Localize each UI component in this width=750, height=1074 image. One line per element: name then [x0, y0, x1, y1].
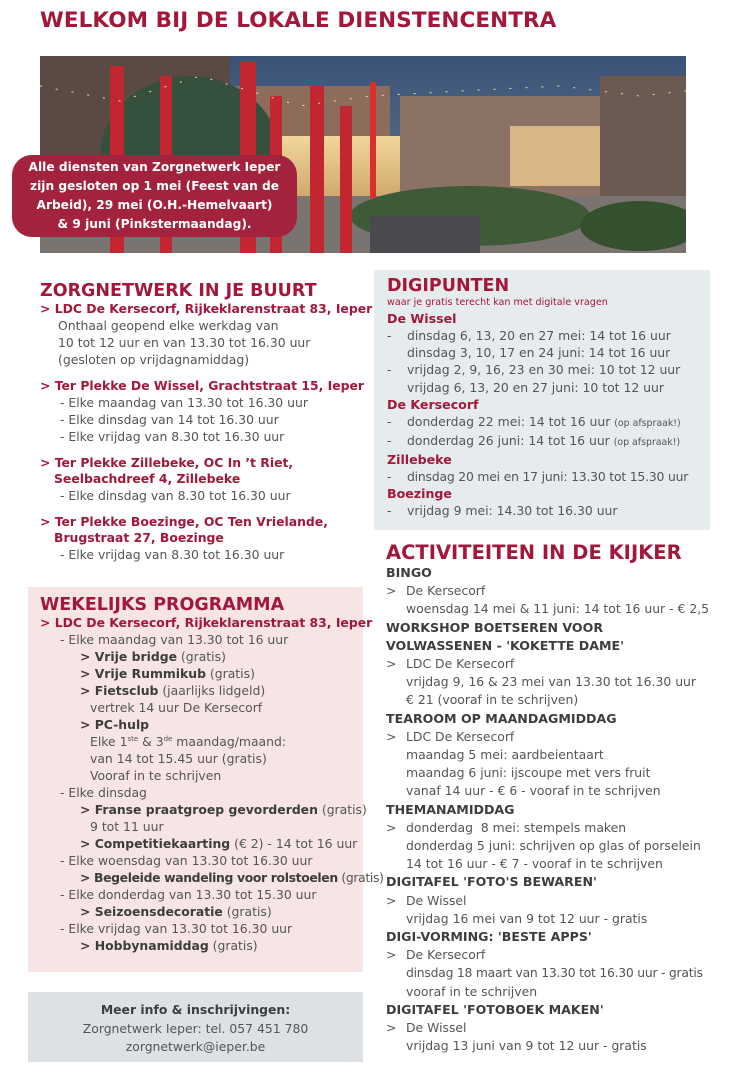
row-text: dinsdag 6, 13, 20 en 27 mei: 14 tot 16 uur: [407, 328, 671, 343]
activity-name: > Seizoensdecoratie: [80, 904, 223, 919]
digipunt-location: Boezinge: [387, 486, 452, 502]
row-text: dinsdag 3, 10, 17 en 24 juni: 14 tot 16 uur: [407, 345, 671, 361]
section-title: DIGIPUNTEN: [387, 276, 510, 296]
activity-row: [386, 582, 726, 600]
row-text: LDC De Kersecorf: [406, 728, 515, 744]
activity-name: > Begeleide wandeling voor rolstoelen: [80, 870, 338, 885]
row-text: 14 tot 16 uur - € 7 - vooraf in te schrijven: [406, 856, 663, 872]
activity-heading: BINGO: [386, 565, 432, 580]
row-text: dinsdag 18 maart van 13.30 tot 16.30 uur - gratis: [406, 965, 703, 981]
day-line: - Elke maandag van 13.30 tot 16 uur: [60, 632, 289, 647]
activity-row: [386, 837, 726, 855]
activity-row: [386, 983, 726, 1001]
row-text: vrijdag 9 mei: 14.30 tot 16.30 uur: [407, 503, 618, 519]
activity-note: (gratis): [317, 802, 367, 817]
activity-line: [40, 937, 384, 954]
location-name: Seelbachdreef 4, Zillebeke: [54, 471, 241, 486]
digipunt-location: Zillebeke: [387, 452, 452, 468]
location-name: > Ter Plekke Boezinge, OC Ten Vrielande,: [40, 514, 328, 529]
activity-row: [386, 764, 726, 782]
activity-name: > Vrije bridge: [80, 649, 177, 664]
detail-text: maandag/maand:: [172, 734, 287, 749]
location-name: Brugstraat 27, Boezinge: [54, 530, 224, 545]
closure-notice: [12, 155, 297, 237]
activity-name: > Franse praatgroep gevorderden: [80, 802, 318, 817]
digipunt-row: [387, 379, 707, 396]
activity-row: [386, 673, 726, 691]
activity-name: > Competitiekaarting: [80, 836, 231, 851]
digipunt-row: [387, 344, 707, 361]
row-text: maandag 5 mei: aardbeientaart: [406, 747, 604, 763]
row-text: vrijdag 6, 13, 20 en 27 juni: 10 tot 12 uur: [407, 379, 664, 395]
ordinal-suffix: de: [163, 734, 173, 743]
chevron-bullet: >: [386, 947, 397, 963]
detail-text: & 3: [138, 734, 164, 749]
row-text: donderdag 5 juni: schrijven op glas of porselein: [406, 838, 701, 854]
location-hours: - Elke dinsdag van 14 tot 16.30 uur: [60, 412, 279, 427]
row-text: maandag 6 juni: ijscoupe met vers fruit: [406, 765, 651, 781]
row-text: dinsdag 20 mei en 17 juni: 13.30 tot 15.30 uur: [407, 469, 689, 485]
day-line: - Elke woensdag van 13.30 tot 16.30 uur: [60, 853, 313, 868]
chevron-bullet: >: [386, 583, 397, 599]
digipunt-row: [387, 327, 707, 344]
contact-email[interactable]: zorgnetwerk@ieper.be: [125, 1039, 266, 1054]
row-text: vrijdag 9, 16 & 23 mei van 13.30 tot 16.30 uur: [406, 674, 696, 690]
location-hours: Onthaal geopend elke werkdag van: [58, 318, 279, 333]
row-text: De Kersecorf: [406, 583, 486, 599]
activity-item: [386, 710, 726, 801]
digipunt-row: [387, 413, 707, 432]
digipunt-location: De Kersecorf: [387, 396, 479, 412]
activity-heading: DIGITAFEL 'FOTO'S BEWAREN': [386, 874, 597, 890]
activity-name: > Vrije Rummikub: [80, 666, 206, 681]
digipunt-row: [387, 502, 707, 519]
row-text: donderdag 22 mei: 14 tot 16 uur: [407, 413, 615, 429]
closure-line: & 9 juni (Pinkstermaandag).: [57, 217, 252, 231]
chevron-bullet: >: [386, 656, 397, 672]
chevron-bullet: >: [386, 819, 397, 835]
activity-line: [40, 665, 384, 682]
location-hours: - Elke dinsdag van 8.30 tot 16.30 uur: [60, 488, 291, 503]
row-note: (op afspraak!): [613, 437, 681, 449]
activity-item: [386, 619, 726, 710]
location-name: > LDC De Kersecorf, Rijkeklarenstraat 83, Ieper: [40, 615, 373, 630]
dash-bullet: -: [387, 413, 392, 429]
activity-line: [40, 682, 384, 699]
activity-heading: DIGITAFEL 'FOTOBOEK MAKEN': [386, 1001, 604, 1017]
activity-note: (gratis): [337, 870, 384, 885]
location-block: [40, 378, 365, 445]
row-text: donderdag 26 juni: 14 tot 16 uur: [407, 433, 614, 449]
activity-line: [40, 801, 384, 818]
activity-heading: THEMANAMIDDAG: [386, 801, 515, 817]
day-line: - Elke donderdag van 13.30 tot 15.30 uur: [60, 887, 317, 902]
activity-name: > Fietsclub: [80, 683, 159, 698]
contact-info-box: [28, 992, 363, 1062]
activity-line: [40, 648, 384, 665]
activity-note: (gratis): [208, 938, 258, 953]
activity-detail: 9 tot 11 uur: [90, 819, 164, 834]
section-subtitle: waar je gratis terecht kan met digitale vragen: [387, 297, 608, 308]
row-note: (op afspraak!): [614, 417, 681, 429]
row-text: € 21 (vooraf in te schrijven): [406, 692, 579, 708]
activity-row: [386, 910, 726, 928]
day-line: - Elke vrijdag van 13.30 tot 16.30 uur: [60, 921, 293, 936]
chevron-bullet: >: [386, 728, 397, 744]
dash-bullet: -: [387, 469, 392, 485]
activity-row: [386, 782, 726, 800]
zorgnetwerk-section: [40, 281, 373, 573]
row-text: vrijdag 2, 9, 16, 23 en 30 mei: 10 tot 12 uur: [407, 362, 681, 378]
row-text: vrijdag 13 juni van 9 tot 12 uur - gratis: [406, 1038, 647, 1054]
weekly-program-box: [28, 587, 384, 972]
digipunt-location: De Wissel: [387, 311, 457, 326]
activity-item: [386, 928, 726, 1001]
activity-row: [386, 1019, 726, 1037]
location-block: [40, 455, 365, 504]
row-text: vrijdag 16 mei van 9 tot 12 uur - gratis: [406, 910, 648, 926]
detail-text: Elke 1: [90, 734, 128, 749]
activity-name: > PC-hulp: [80, 717, 150, 732]
contact-phone: Zorgnetwerk Ieper: tel. 057 451 780: [82, 1020, 309, 1036]
row-text: vooraf in te schrijven: [406, 983, 538, 999]
location-hours: 10 tot 12 uur en van 13.30 tot 16.30 uur: [58, 335, 311, 350]
activity-row: [386, 600, 726, 618]
ordinal-suffix: ste: [127, 734, 139, 743]
closure-line: Alle diensten van Zorgnetwerk Ieper: [28, 160, 281, 174]
dash-bullet: -: [387, 328, 392, 343]
activity-detail: vertrek 14 uur De Kersecorf: [90, 700, 263, 715]
digipunt-row: [387, 432, 707, 451]
closure-line: zijn gesloten op 1 mei (Feest van de: [30, 179, 279, 193]
activity-note: (gratis): [205, 666, 255, 681]
activity-row: [386, 691, 726, 709]
activity-row: [386, 855, 726, 873]
dash-bullet: -: [387, 433, 392, 449]
activity-item: [386, 564, 726, 619]
activity-row: [386, 1037, 726, 1055]
activity-line: [40, 903, 384, 920]
activity-row: [386, 655, 726, 673]
activity-note: (gratis): [222, 904, 272, 919]
activity-name: > Hobbynamiddag: [80, 938, 209, 953]
activity-detail: [40, 733, 384, 750]
activity-row: [386, 728, 726, 746]
activity-heading: TEAROOM OP MAANDAGMIDDAG: [386, 710, 617, 726]
dash-bullet: -: [387, 362, 392, 378]
digipunten-box: [374, 270, 710, 530]
activity-heading: VOLWASSENEN - 'KOKETTE DAME': [386, 637, 624, 653]
activity-line: [40, 716, 384, 733]
digipunt-row: [387, 361, 707, 378]
location-hours: - Elke vrijdag van 8.30 tot 16.30 uur: [60, 429, 285, 444]
location-hours: - Elke maandag van 13.30 tot 16.30 uur: [60, 395, 308, 410]
row-text: De Wissel: [406, 1020, 467, 1036]
chevron-bullet: >: [386, 892, 397, 908]
activity-row: [386, 964, 726, 982]
activity-item: [386, 801, 726, 874]
activity-item: [386, 1001, 726, 1056]
location-hours: - Elke vrijdag van 8.30 tot 16.30 uur: [60, 547, 285, 562]
activity-heading: DIGI-VORMING: 'BESTE APPS': [386, 929, 592, 945]
closure-line: Arbeid), 29 mei (O.H.-Hemelvaart): [36, 198, 273, 212]
row-text: LDC De Kersecorf: [406, 656, 515, 672]
digipunt-row: [387, 468, 707, 485]
row-text: De Kersecorf: [406, 947, 486, 963]
activity-detail: van 14 tot 15.45 uur (gratis): [90, 751, 267, 766]
activity-note: (jaarlijks lidgeld): [158, 683, 266, 698]
location-block: [40, 514, 365, 563]
activity-row: [386, 819, 726, 837]
activity-item: [386, 873, 726, 928]
section-title: WEKELIJKS PROGRAMMA: [40, 595, 285, 615]
dash-bullet: -: [387, 503, 392, 519]
activity-note: (€ 2) - 14 tot 16 uur: [230, 836, 358, 851]
location-name: > Ter Plekke Zillebeke, OC In ’t Riet,: [40, 455, 294, 470]
location-block: [40, 301, 373, 368]
activity-row: [386, 946, 726, 964]
section-title: ZORGNETWERK IN JE BUURT: [40, 281, 317, 301]
row-text: vanaf 14 uur - € 6 - vooraf in te schrijven: [406, 783, 661, 799]
activity-heading: WORKSHOP BOETSEREN VOOR: [386, 619, 604, 635]
location-name: > Ter Plekke De Wissel, Grachtstraat 15, Ieper: [40, 378, 365, 393]
row-text: De Wissel: [406, 892, 467, 908]
chevron-bullet: >: [386, 1020, 397, 1036]
activities-section: [386, 542, 726, 1055]
activity-row: [386, 746, 726, 764]
activity-row: [386, 892, 726, 910]
location-hours: (gesloten op vrijdagnamiddag): [58, 352, 250, 367]
activity-line: [40, 835, 384, 852]
page-title: WELKOM BIJ DE LOKALE DIENSTENCENTRA: [40, 8, 557, 33]
section-title: ACTIVITEITEN IN DE KIJKER: [386, 541, 682, 564]
row-text: donderdag 8 mei: stempels maken: [406, 819, 627, 835]
activity-detail: Vooraf in te schrijven: [90, 768, 222, 783]
day-line: - Elke dinsdag: [60, 785, 147, 800]
activity-note: (gratis): [176, 649, 226, 664]
location-name: > LDC De Kersecorf, Rijkeklarenstraat 83, Ieper: [40, 301, 373, 316]
row-text: woensdag 14 mei & 11 juni: 14 tot 16 uur - € 2,5: [406, 601, 710, 617]
contact-heading: Meer info & inschrijvingen:: [100, 1002, 291, 1017]
activity-line: [40, 869, 384, 886]
